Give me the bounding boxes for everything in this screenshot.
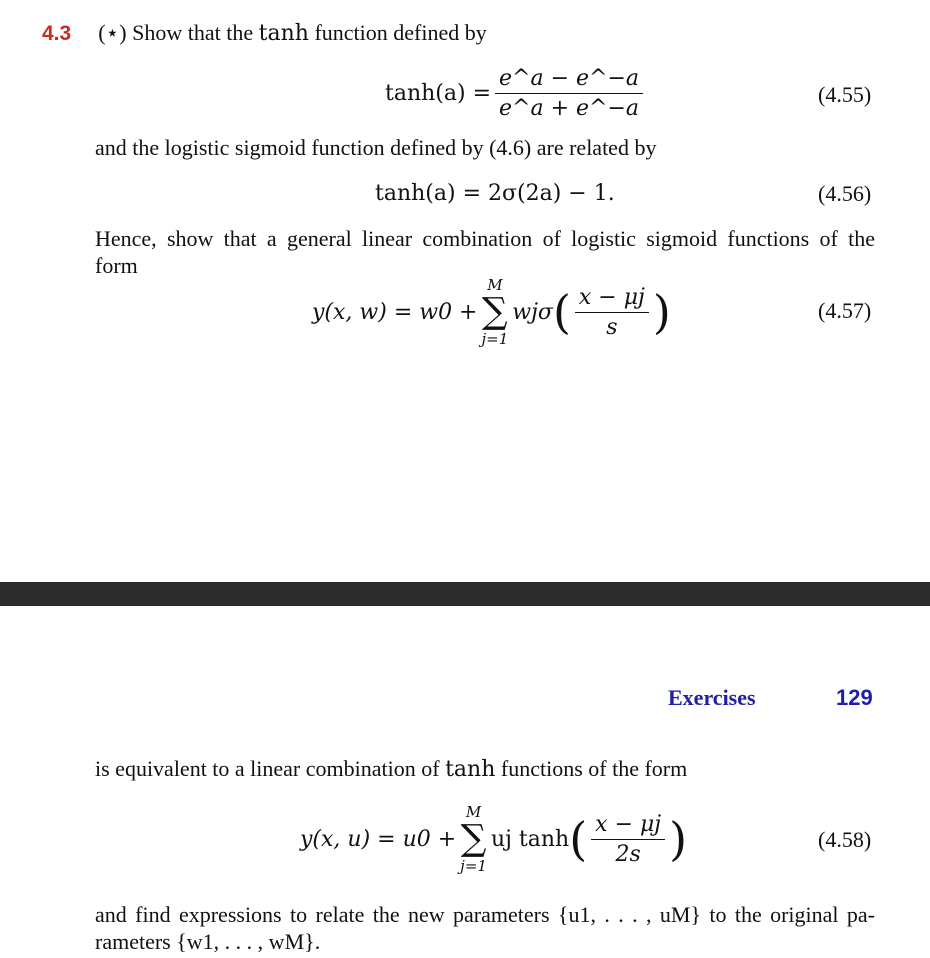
equation-4-56: tanh(a) = 2σ(2a) − 1.	[375, 181, 615, 206]
eq458-number: (4.58)	[818, 827, 872, 852]
page-divider	[0, 582, 930, 606]
eq458-lhs: y(x, u) = u0 +	[300, 826, 457, 852]
eq458-sum-lower: j=1	[460, 857, 487, 875]
paragraph-4-line-1: and find expressions to relate the new parameters {u1, . . . , uM} to the original pa-	[95, 902, 875, 927]
eq457-lhs: y(x, w) = w0 +	[312, 299, 478, 325]
eq455-number: (4.55)	[818, 82, 872, 107]
eq456-number: (4.56)	[818, 181, 872, 206]
eq457-fraction	[575, 285, 649, 340]
paragraph-3-a: is equivalent to a linear combination of	[95, 756, 440, 781]
eq455-numerator: e^a − e^−a	[495, 66, 643, 94]
eq455-fraction	[495, 66, 643, 121]
page-number: 129	[836, 685, 873, 710]
eq457-number: (4.57)	[818, 298, 872, 323]
equation-4-58	[300, 803, 687, 875]
exercise-intro-fn: tanh	[258, 21, 309, 46]
eq458-summation	[460, 804, 487, 874]
left-paren-icon: (	[569, 812, 588, 866]
equation-4-57	[312, 276, 671, 348]
eq457-sum-lower: j=1	[481, 330, 509, 348]
eq455-lhs: tanh(a) =	[385, 80, 492, 106]
left-paren-icon: (	[552, 285, 571, 339]
running-header-title: Exercises	[668, 685, 756, 710]
paragraph-3	[95, 756, 687, 783]
paragraph-3-fn: tanh	[445, 757, 496, 782]
eq458-fraction	[591, 812, 665, 867]
right-paren-icon: )	[669, 812, 688, 866]
paragraph-4-line-2: rameters {w1, . . . , wM}.	[95, 929, 321, 954]
exercise-difficulty: (⋆)	[98, 20, 127, 45]
exercise-number: 4.3	[42, 22, 72, 45]
eq457-frac-den: s	[606, 314, 618, 340]
equation-4-55	[385, 60, 647, 126]
paragraph-3-b: functions of the form	[500, 756, 688, 781]
eq458-sum-upper: M	[465, 803, 482, 821]
paragraph-2-line-1: Hence, show that a general linear combination of logistic sigmoid functions of the	[95, 226, 875, 251]
eq457-sum-upper: M	[487, 276, 503, 294]
exercise-intro-tail: function defined by	[314, 20, 487, 45]
exercise-line	[42, 20, 487, 47]
eq455-denominator: e^a + e^−a	[499, 95, 640, 121]
eq458-frac-num: x − μj	[591, 812, 665, 840]
paragraph-1: and the logistic sigmoid function defined by (4.6) are related by	[95, 135, 657, 160]
paragraph-2-line-2: form	[95, 253, 138, 278]
exercise-intro: Show that the	[132, 20, 254, 45]
eq457-summation	[482, 277, 509, 347]
eq457-term: wjσ	[512, 299, 553, 325]
eq458-frac-den: 2s	[615, 841, 641, 867]
sigma-sum-icon: ∑	[482, 291, 508, 332]
sigma-sum-icon: ∑	[460, 818, 487, 859]
eq457-frac-num: x − μj	[575, 285, 649, 313]
eq458-term: uj tanh	[490, 826, 570, 852]
right-paren-icon: )	[652, 285, 671, 339]
